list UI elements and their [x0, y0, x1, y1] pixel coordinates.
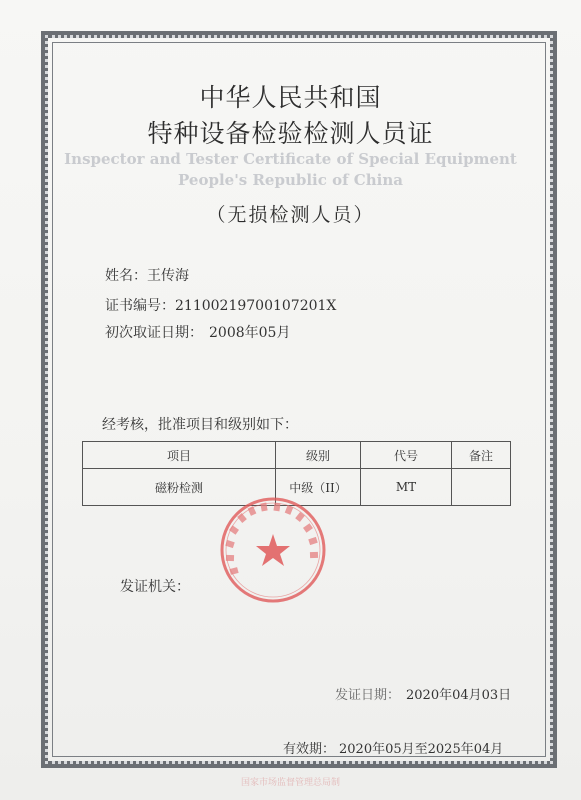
issuing-authority-label: 发证机关：	[120, 579, 190, 595]
cell-code: MT	[361, 469, 452, 506]
approval-intro: 经考核，批准项目和级别如下：	[102, 417, 298, 433]
issue-date-value: 2020年04月03日	[406, 688, 512, 703]
cell-remark	[452, 469, 511, 506]
english-title-line-2: People's Republic of China	[178, 171, 403, 189]
issue-date-label: 发证日期：	[335, 688, 401, 703]
cert-no-label: 证书编号：	[105, 298, 175, 314]
name-label: 姓名：	[105, 268, 147, 284]
name-value: 王传海	[147, 268, 189, 284]
footer-issuer-note: 国家市场监督管理总局制	[240, 778, 340, 788]
col-header-code: 代号	[361, 442, 452, 469]
validity-value: 2020年05月至2025年04月	[339, 742, 504, 757]
col-header-item: 项目	[83, 442, 276, 469]
validity-label: 有效期：	[283, 742, 336, 757]
certificate-subtitle: （无损检测人员）	[206, 204, 375, 226]
table-header-row	[83, 442, 511, 469]
first-issue-date-field	[105, 322, 290, 342]
cell-item: 磁粉检测	[83, 469, 276, 506]
col-header-remark: 备注	[452, 442, 511, 469]
holder-name-field	[105, 265, 189, 285]
official-seal-icon	[219, 496, 327, 604]
validity-field	[283, 738, 503, 757]
first-issue-label: 初次取证日期：	[105, 325, 203, 341]
title-line-1: 中华人民共和国	[199, 83, 382, 112]
issue-date-field	[335, 684, 511, 703]
certificate-number-field	[105, 295, 336, 315]
cell-level: 中级（II）	[276, 469, 361, 506]
first-issue-value: 2008年05月	[209, 325, 291, 341]
title-line-2: 特种设备检验检测人员证	[147, 119, 434, 148]
english-title-line-1: Inspector and Tester Certificate of Special Equipment	[64, 150, 517, 168]
col-header-level: 级别	[276, 442, 361, 469]
cert-no-value: 21100219700107201X	[175, 298, 337, 314]
